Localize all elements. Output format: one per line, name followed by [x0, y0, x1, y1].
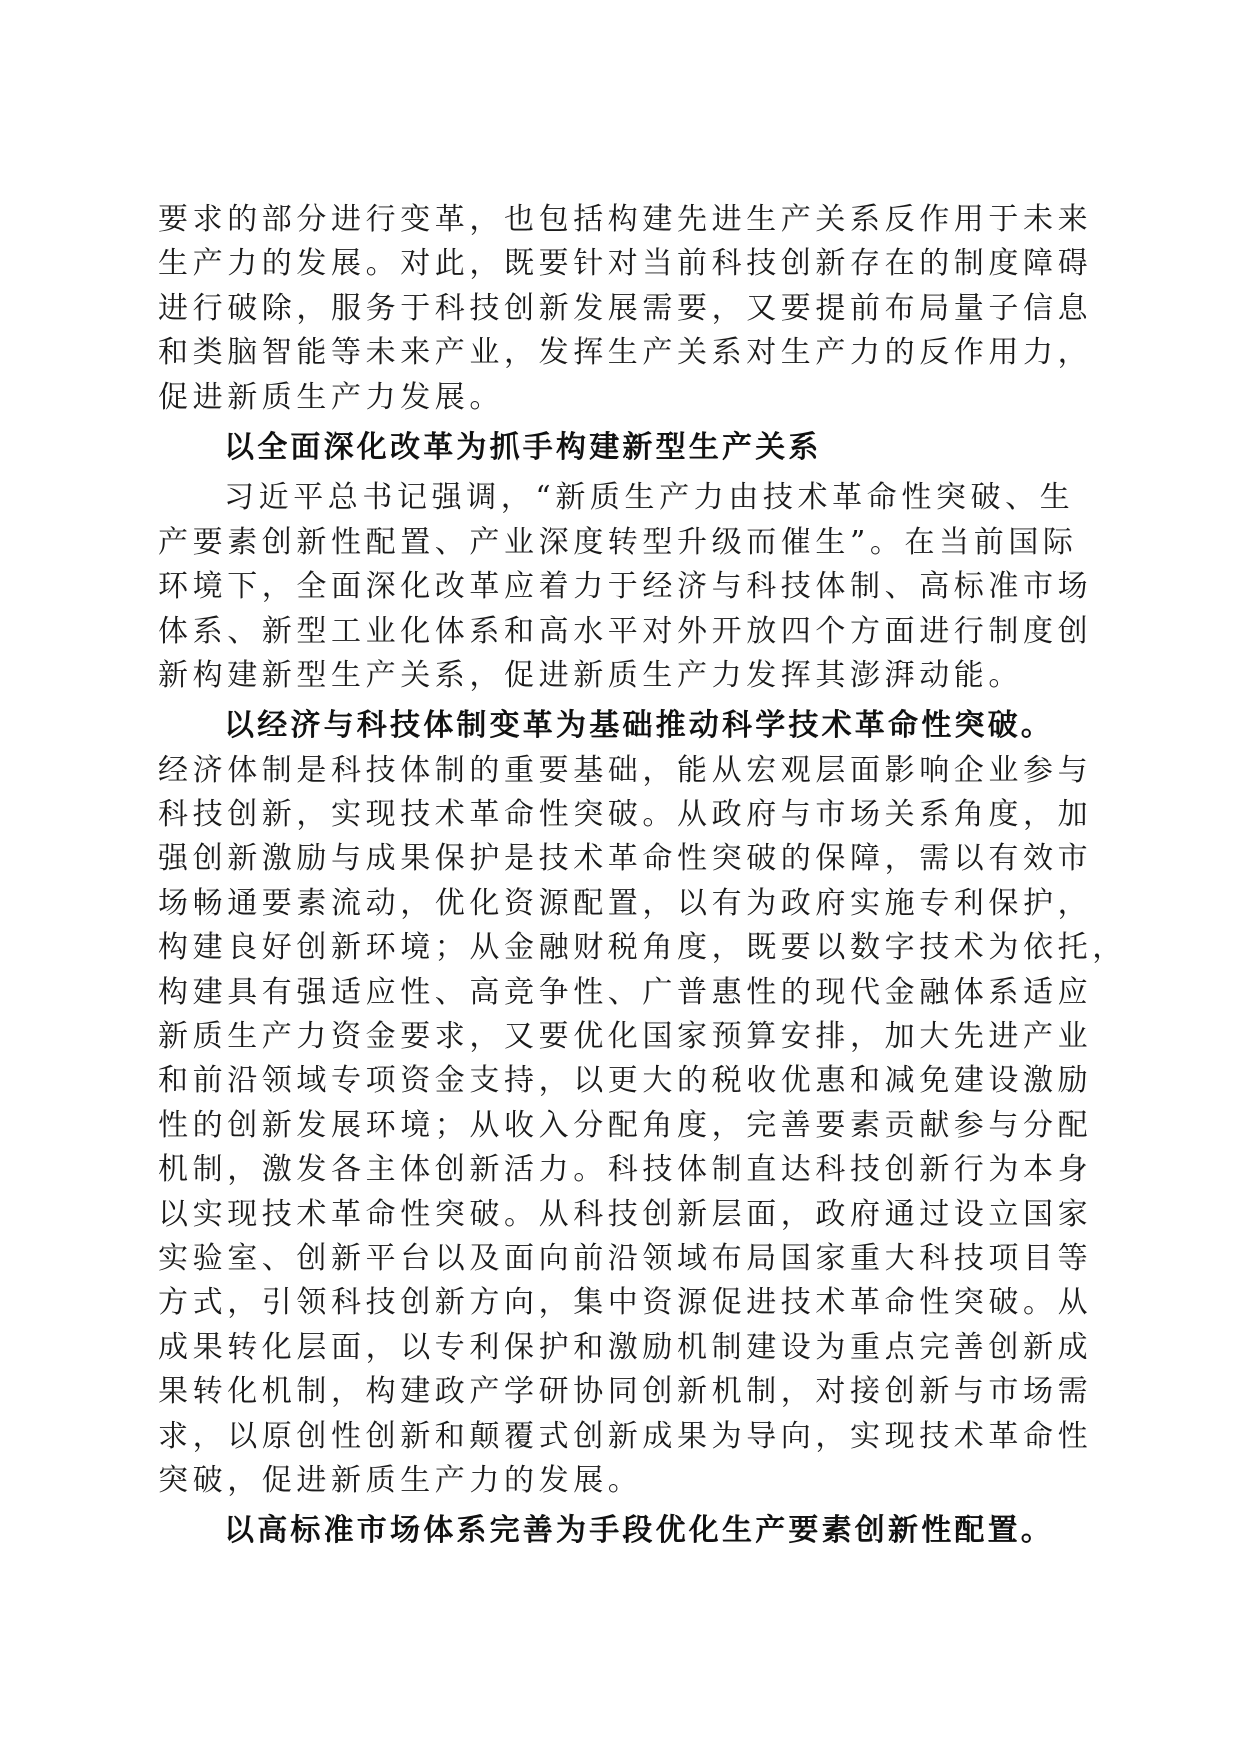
paragraph-line: 以实现技术革命性突破。从科技创新层面，政府通过设立国家 — [158, 1196, 1093, 1232]
paragraph-line: 促进新质生产力发展。 — [158, 379, 504, 415]
paragraph-line: 环境下，全面深化改革应着力于经济与科技体制、高标准市场 — [158, 569, 1093, 605]
paragraph-line: 场畅通要素流动，优化资源配置，以有为政府实施专利保护， — [158, 885, 1093, 921]
paragraph-line: 实验室、创新平台以及面向前沿领域布局国家重大科技项目等 — [158, 1240, 1093, 1276]
paragraph-line: 性的创新发展环境；从收入分配角度，完善要素贡献参与分配 — [158, 1107, 1093, 1143]
paragraph-line: 求，以原创性创新和颠覆式创新成果为导向，实现技术革命性 — [158, 1418, 1093, 1454]
paragraph-line: 和前沿领域专项资金支持，以更大的税收优惠和减免建设激励 — [158, 1063, 1093, 1099]
paragraph-line: 构建具有强适应性、高竞争性、广普惠性的现代金融体系适应 — [158, 974, 1093, 1010]
paragraph-line: 方式，引领科技创新方向，集中资源促进技术革命性突破。从 — [158, 1285, 1093, 1321]
paragraph-line: 突破，促进新质生产力的发展。 — [158, 1462, 643, 1498]
paragraph-line: 经济体制是科技体制的重要基础，能从宏观层面影响企业参与 — [158, 752, 1093, 788]
document-body — [158, 198, 1127, 1554]
paragraph-line: 产要素创新性配置、产业深度转型升级而催生”。在当前国际 — [158, 524, 1078, 560]
paragraph-line: 新质生产力资金要求，又要优化国家预算安排，加大先进产业 — [158, 1019, 1093, 1055]
paragraph-line: 新构建新型生产关系，促进新质生产力发挥其澎湃动能。 — [158, 657, 1023, 693]
paragraph-line: 生产力的发展。对此，既要针对当前科技创新存在的制度障碍 — [158, 246, 1093, 282]
paragraph-line: 强创新激励与成果保护是技术革命性突破的保障，需以有效市 — [158, 841, 1093, 877]
section-heading: 以高标准市场体系完善为手段优化生产要素创新性配置。 — [224, 1513, 1054, 1549]
paragraph-line: 体系、新型工业化体系和高水平对外开放四个方面进行制度创 — [158, 613, 1093, 649]
section-heading: 以经济与科技体制变革为基础推动科学技术革命性突破。 — [224, 708, 1054, 744]
paragraph-line: 成果转化层面，以专利保护和激励机制建设为重点完善创新成 — [158, 1329, 1093, 1365]
paragraph-line: 要求的部分进行变革，也包括构建先进生产关系反作用于未来 — [158, 202, 1093, 237]
paragraph-line: 果转化机制，构建政产学研协同创新机制，对接创新与市场需 — [158, 1374, 1093, 1410]
section-heading: 以全面深化改革为抓手构建新型生产关系 — [224, 429, 822, 465]
paragraph-line: 构建良好创新环境；从金融财税角度，既要以数字技术为依托， — [158, 930, 1127, 966]
paragraph-line: 科技创新，实现技术革命性突破。从政府与市场关系角度，加 — [158, 797, 1093, 833]
paragraph-line: 和类脑智能等未来产业，发挥生产关系对生产力的反作用力， — [158, 335, 1093, 371]
paragraph-line: 进行破除，服务于科技创新发展需要，又要提前布局量子信息 — [158, 290, 1093, 326]
paragraph-line: 习近平总书记强调，“新质生产力由技术革命性突破、生 — [224, 480, 1075, 516]
paragraph-line: 机制，激发各主体创新活力。科技体制直达科技创新行为本身 — [158, 1152, 1093, 1188]
